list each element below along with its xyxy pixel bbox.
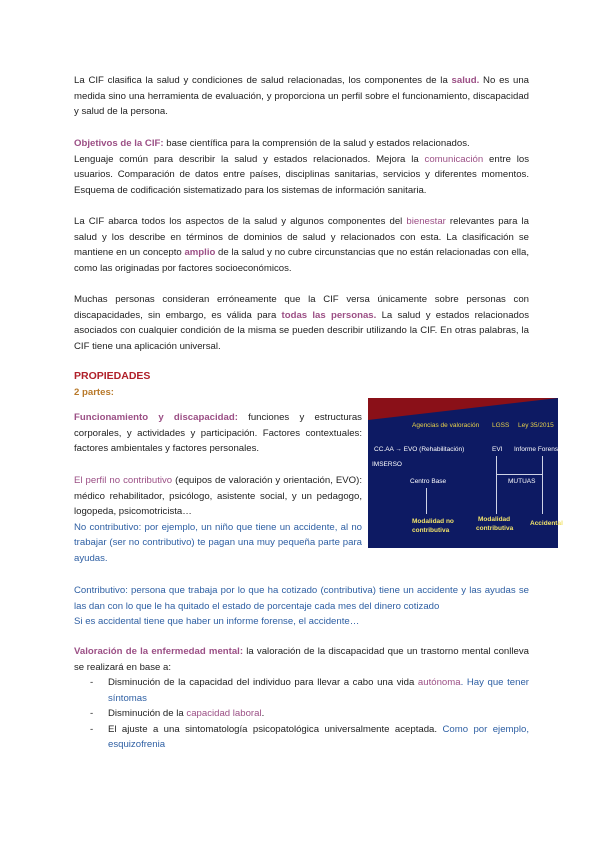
diagram-connector — [542, 456, 543, 514]
diagram-connector — [496, 474, 542, 475]
note-no-contributivo: No contributivo: por ejemplo, un niño que tiene un accidente, al no trabajar (ser no contributivo) te pagan una muy pequeña parte para ayudas. — [74, 521, 362, 564]
highlight-comunicacion: comunicación — [424, 153, 484, 165]
paragraph-cif-intro — [74, 73, 529, 120]
diagram-modalidad-2: contributiva — [476, 525, 514, 532]
bullet-dash: - — [90, 677, 94, 688]
text: La salud y estados relacionados asociados con cualquier condición de la misma se pueden describir utilizando la CIF. En otras palabras, la CIF tiene una aplicación universal. — [74, 309, 530, 352]
highlight-autonoma: autónoma — [417, 677, 461, 688]
text: Lenguaje común para describir la salud y estados relacionados. Mejora la — [74, 153, 425, 165]
text: No es una medida sino una herramienta de evaluación, y proporciona un perfil sobre el funcionamiento, discapacidad y salud de la persona. — [74, 75, 529, 117]
label-funcionamiento: Funcionamiento y discapacidad: — [74, 412, 238, 423]
text: Disminución de la capacidad del individuo para llevar a cabo una vida — [108, 677, 418, 688]
highlight-bienestar: bienestar — [406, 216, 446, 227]
diagram-connector — [496, 456, 497, 514]
highlight-salud: salud. — [451, 75, 480, 86]
highlight-capacidad-laboral: capacidad laboral — [186, 708, 262, 719]
text: relevantes para la salud y los describe en términos de dominios de salud y relacionados con esta. La clasificación se mantiene en un concepto — [74, 216, 530, 258]
label-perfil: El perfil no contributivo — [74, 475, 173, 486]
paragraph-perfil — [74, 473, 362, 566]
diagram-agencias: Agencias de valoración — [412, 422, 480, 429]
paragraph-universal — [74, 292, 529, 354]
note-sintomas: . Hay que tener síntomas — [108, 677, 529, 704]
diagram-modalidad-1: Modalidad — [478, 516, 511, 523]
label-enfermedad-mental: Valoración de la enfermedad mental: — [74, 646, 244, 657]
paragraph-funcionamiento — [74, 410, 362, 457]
valoracion-diagram — [368, 398, 563, 548]
diagram-ley: Ley 35/2015 — [518, 422, 554, 429]
text: entre los usuarios. Comparación de datos entre países, disciplinas sanitarias, servicios y diferentes momentos. Esquema de codificación sistematizado para los sistemas de información sanitaria. — [74, 153, 529, 196]
text: base científica para la comprensión de la salud y estados relacionados. — [163, 138, 470, 149]
diagram-lgss: LGSS — [492, 422, 510, 429]
diagram-centro: Centro Base — [410, 478, 447, 485]
diagram-header-band — [368, 398, 558, 420]
diagram-ccaa: CC.AA → EVO (Rehabilitación) — [374, 446, 465, 453]
bullet-dash: - — [90, 723, 94, 735]
list-item — [74, 722, 529, 753]
diagram-imserso: IMSERSO — [372, 461, 402, 468]
list-item — [74, 675, 529, 706]
highlight-todas-personas: todas las personas. — [281, 309, 377, 321]
list-item — [74, 706, 529, 722]
section-subtitle: 2 partes: — [74, 387, 114, 398]
diagram-connector — [426, 488, 427, 514]
note-esquizofrenia: Como por ejemplo, esquizofrenia — [108, 723, 529, 750]
text: la valoración de la discapacidad que un trastorno mental conlleva se realizará en base a: — [74, 646, 529, 673]
section-title-propiedades: PROPIEDADES — [74, 370, 151, 382]
text: . — [261, 708, 265, 719]
diagram-modalidad-no-2: contributiva — [412, 527, 450, 534]
text: funciones y estructuras corporales, y actividades y participación. Factores contextuales: factores ambientales y factores personales. — [74, 412, 362, 454]
text: de la salud y no cubre circunstancias que no están relacionadas con ella, como las originadas por factores socioeconómicos. — [74, 247, 529, 274]
criteria-list — [74, 675, 529, 753]
text: Muchas personas consideran erróneamente que la CIF versa únicamente sobre personas con discapacidades, sin embargo, es válida para — [74, 294, 529, 321]
text: El ajuste a una sintomatología psicopatológica universalmente aceptada. — [108, 723, 443, 735]
label-objetivos: Objetivos de la CIF: — [74, 138, 164, 149]
text: La CIF clasifica la salud y condiciones de salud relacionadas, los componentes de la — [74, 75, 452, 86]
diagram-modalidad-no-1: Modalidad no — [412, 518, 454, 525]
diagram-accidental: Accidental — [530, 520, 563, 527]
paragraph-enfermedad-mental — [74, 644, 529, 753]
text: La CIF abarca todos los aspectos de la salud y algunos componentes del — [74, 216, 407, 227]
note-contributivo: Contributivo: persona que trabaja por lo que ha cotizado (contributiva) tiene un accidente y las ayudas se las dan con lo que le ha quitado el estado de porcentaje cada mes del dinero cotizado — [74, 585, 529, 612]
paragraph-objetivos — [74, 136, 529, 198]
note-accidental: Si es accidental tiene que haber un informe forense, el accidente… — [74, 616, 360, 627]
paragraph-contributivo — [74, 583, 529, 630]
diagram-informe: Informe Forense — [514, 446, 562, 453]
diagram-mutuas: MUTUAS — [508, 478, 536, 485]
diagram-evi: EVI — [492, 446, 503, 453]
paragraph-abarca — [74, 214, 529, 276]
highlight-amplio: amplio — [184, 247, 216, 258]
text: Disminución de la — [108, 708, 187, 719]
bullet-dash: - — [90, 708, 94, 719]
text: (equipos de valoración y orientación, EVO): médico rehabilitador, psicólogo, asistente social, y un pedagogo, logopeda, psicomotricista… — [74, 475, 362, 517]
